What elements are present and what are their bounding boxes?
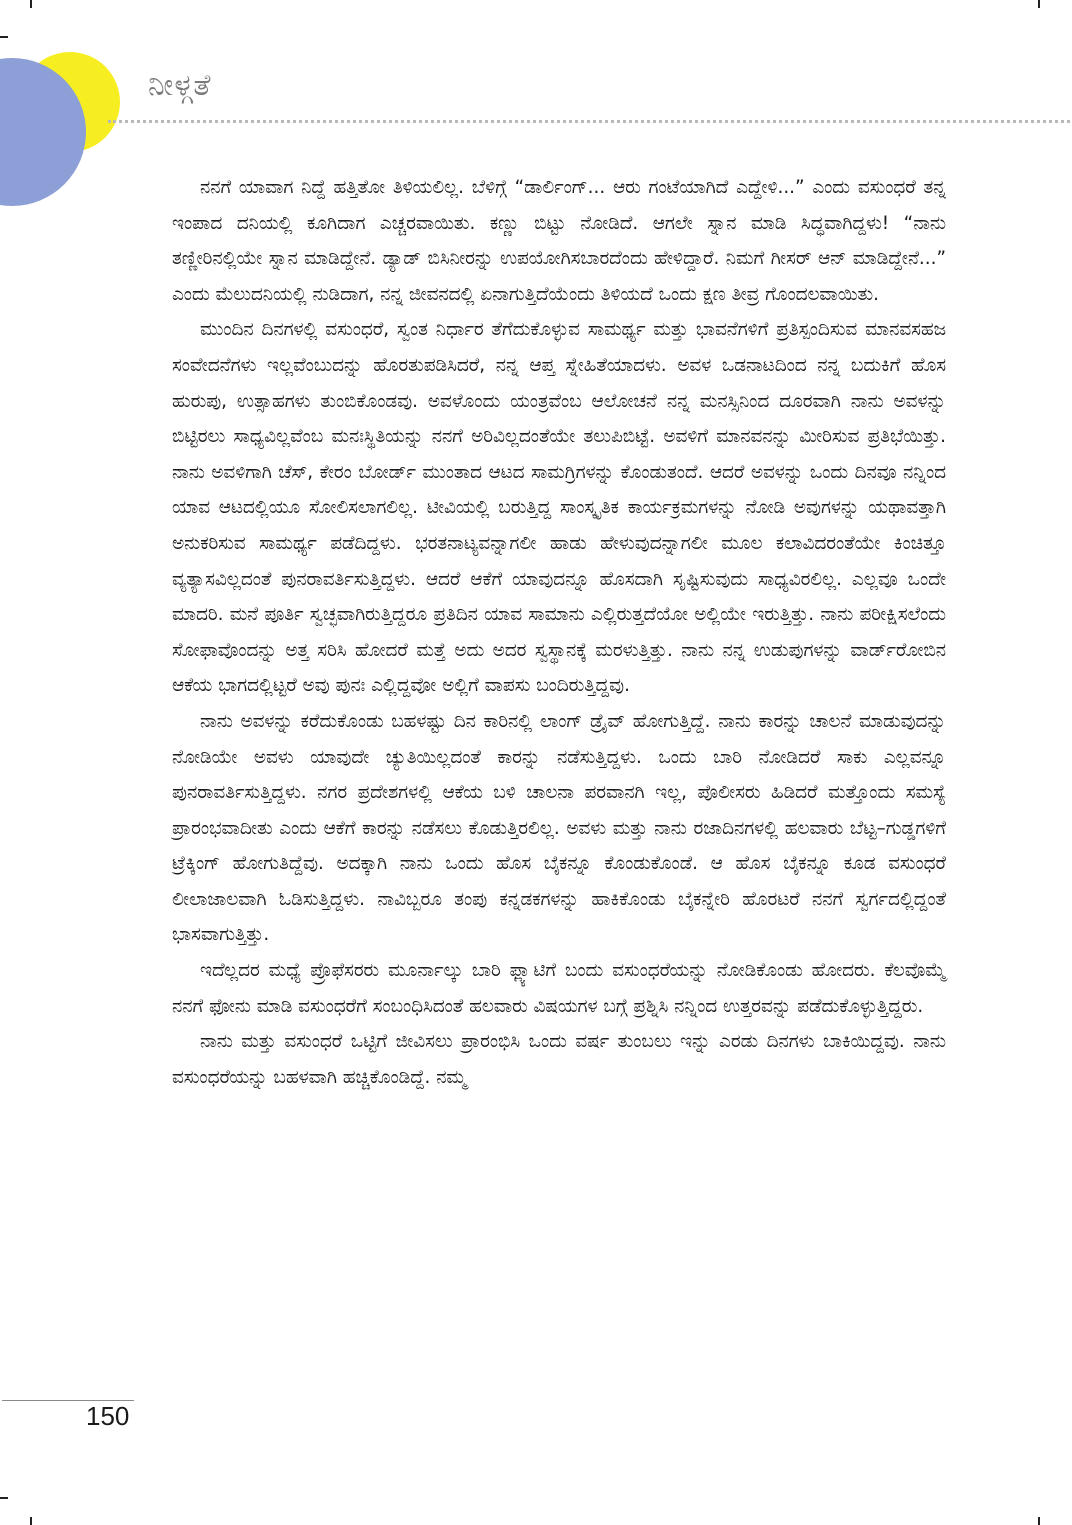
section-title: ನೀಳ್ಗತೆ xyxy=(148,68,212,103)
header-dotted-rule xyxy=(108,120,1070,123)
crop-mark-left-lower xyxy=(0,1497,8,1499)
paragraph: ನಾನು ಅವಳನ್ನು ಕರೆದುಕೊಂಡು ಬಹಳಷ್ಟು ದಿನ ಕಾರಿನಲ್ಲಿ ಲಾಂಗ್ ಡ್ರೈವ್ ಹೋಗುತ್ತಿದ್ದೆ. ನಾನು ಕಾರನ್ನು ಚಾಲನೆ ಮಾಡುವುದನ್ನು ನೋಡಿಯೇ ಅವಳು ಯಾವುದೇ ಚ್ಯುತಿಯಿಲ್ಲದಂತೆ ಕಾರನ್ನು ನಡೆಸುತ್ತಿದ್ದಳು. ಒಂದು ಬಾರಿ ನೋಡಿದರೆ ಸಾಕು ಎಲ್ಲವನ್ನೂ ಪುನರಾವರ್ತಿಸುತ್ತಿದ್ದಳು. ನಗರ ಪ್ರದೇಶಗಳಲ್ಲಿ ಆಕೆಯ ಬಳಿ ಚಾಲನಾ ಪರವಾನಗಿ ಇಲ್ಲ, ಪೊಲೀಸರು ಹಿಡಿದರೆ ಮತ್ತೊಂದು ಸಮಸ್ಯೆ ಪ್ರಾರಂಭವಾದೀತು ಎಂದು ಆಕೆಗೆ ಕಾರನ್ನು ನಡೆಸಲು ಕೊಡುತ್ತಿರಲಿಲ್ಲ. ಅವಳು ಮತ್ತು ನಾನು ರಜಾದಿನಗಳಲ್ಲಿ ಹಲವಾರು ಬೆಟ್ಟ–ಗುಡ್ಡಗಳಿಗೆ ಟ್ರೆಕ್ಕಿಂಗ್ ಹೋಗುತಿದ್ದೆವು. ಅದಕ್ಕಾಗಿ ನಾನು ಒಂದು ಹೊಸ ಬೈಕನ್ನೂ ಕೊಂಡುಕೊಂಡೆ. ಆ ಹೊಸ ಬೈಕನ್ನೂ ಕೂಡ ವಸುಂಧರೆ ಲೀಲಾಜಾಲವಾಗಿ ಓಡಿಸುತ್ತಿದ್ದಳು. ನಾವಿಬ್ಬರೂ ತಂಪು ಕನ್ನಡಕಗಳನ್ನು ಹಾಕಿಕೊಂಡು ಬೈಕನ್ನೇರಿ ಹೊರಟರೆ ನನಗೆ ಸ್ವರ್ಗದಲ್ಲಿದ್ದಂತೆ ಭಾಸವಾಗುತ್ತಿತ್ತು. xyxy=(172,710,946,946)
crop-mark-bottom-right xyxy=(1038,1517,1040,1525)
crop-mark-bottom-left xyxy=(30,1517,32,1525)
paragraph: ನಾನು ಮತ್ತು ವಸುಂಧರೆ ಒಟ್ಟಿಗೆ ಜೀವಿಸಲು ಪ್ರಾರಂಭಿಸಿ ಒಂದು ವರ್ಷ ತುಂಬಲು ಇನ್ನು ಎರಡು ದಿನಗಳು ಬಾಕಿಯಿದ್ದವು. ನಾನು ವಸುಂಧರೆಯನ್ನು ಬಹಳವಾಗಿ ಹಚ್ಚಿಕೊಂಡಿದ್ದೆ. ನಮ್ಮ xyxy=(172,1031,946,1088)
paragraph: ನನಗೆ ಯಾವಾಗ ನಿದ್ದೆ ಹತ್ತಿತೋ ತಿಳಿಯಲಿಲ್ಲ. ಬೆಳಿಗ್ಗೆ “ಡಾರ್ಲಿಂಗ್... ಆರು ಗಂಟೆಯಾಗಿದೆ ಎದ್ದೇಳಿ...” ಎಂದು ವಸುಂಧರೆ ತನ್ನ ಇಂಪಾದ ದನಿಯಲ್ಲಿ ಕೂಗಿದಾಗ ಎಚ್ಚರವಾಯಿತು. ಕಣ್ಣು ಬಿಟ್ಟು ನೋಡಿದೆ. ಆಗಲೇ ಸ್ನಾನ ಮಾಡಿ ಸಿದ್ಧವಾಗಿದ್ದಳು! “ನಾನು ತಣ್ಣೀರಿನಲ್ಲಿಯೇ ಸ್ನಾನ ಮಾಡಿದ್ದೇನೆ. ಡ್ಯಾಡ್ ಬಿಸಿನೀರನ್ನು ಉಪಯೋಗಿಸಬಾರದೆಂದು ಹೇಳಿದ್ದಾರೆ. ನಿಮಗೆ ಗೀಸರ್ ಆನ್ ಮಾಡಿದ್ದೇನೆ...” ಎಂದು ಮೆಲುದನಿಯಲ್ಲಿ ನುಡಿದಾಗ, ನನ್ನ ಜೀವನದಲ್ಲಿ ಏನಾಗುತ್ತಿದೆಯೆಂದು ತಿಳಿಯದೆ ಒಂದು ಕ್ಷಣ ತೀವ್ರ ಗೊಂದಲವಾಯಿತು. xyxy=(172,177,946,305)
paragraph: ಇದೆಲ್ಲದರ ಮಧ್ಯೆ ಪ್ರೊಫೆಸರರು ಮೂರ್ನಾಲ್ಕು ಬಾರಿ ಫ್ಲ್ಯಾಟಿಗೆ ಬಂದು ವಸುಂಧರೆಯನ್ನು ನೋಡಿಕೊಂಡು ಹೋದರು. ಕೆಲವೊಮ್ಮೆ ನನಗೆ ಫೋನು ಮಾಡಿ ವಸುಂಧರೆಗೆ ಸಂಬಂಧಿಸಿದಂತೆ ಹಲವಾರು ವಿಷಯಗಳ ಬಗ್ಗೆ ಪ್ರಶ್ನಿಸಿ ನನ್ನಿಂದ ಉತ್ತರವನ್ನು ಪಡೆದುಕೊಳ್ಳುತ್ತಿದ್ದರು. xyxy=(172,960,946,1017)
story-body xyxy=(172,170,946,1095)
crop-mark-top-right xyxy=(1038,0,1040,8)
header-decoration xyxy=(0,0,200,215)
page-number: 150 xyxy=(86,1401,130,1431)
paragraph: ಮುಂದಿನ ದಿನಗಳಲ್ಲಿ ವಸುಂಧರೆ, ಸ್ವಂತ ನಿರ್ಧಾರ ತೆಗೆದುಕೊಳ್ಳುವ ಸಾಮರ್ಥ್ಯ ಮತ್ತು ಭಾವನೆಗಳಿಗೆ ಪ್ರತಿಸ್ಪಂದಿಸುವ ಮಾನವಸಹಜ ಸಂವೇದನೆಗಳು ಇಲ್ಲವೆಂಬುದನ್ನು ಹೊರತುಪಡಿಸಿದರೆ, ನನ್ನ ಆಪ್ತ ಸ್ನೇಹಿತೆಯಾದಳು. ಅವಳ ಒಡನಾಟದಿಂದ ನನ್ನ ಬದುಕಿಗೆ ಹೊಸ ಹುರುಪು, ಉತ್ಸಾಹಗಳು ತುಂಬಿಕೊಂಡವು. ಅವಳೊಂದು ಯಂತ್ರವೆಂಬ ಆಲೋಚನೆ ನನ್ನ ಮನಸ್ಸಿನಿಂದ ದೂರವಾಗಿ ನಾನು ಅವಳನ್ನು ಬಿಟ್ಟಿರಲು ಸಾಧ್ಯವಿಲ್ಲವೆಂಬ ಮನಃಸ್ಥಿತಿಯನ್ನು ನನಗೆ ಅರಿವಿಲ್ಲದಂತೆಯೇ ತಲುಪಿಬಿಟ್ಟೆ. ಅವಳಿಗೆ ಮಾನವನನ್ನು ಮೀರಿಸುವ ಪ್ರತಿಭೆಯಿತ್ತು. ನಾನು ಅವಳಿಗಾಗಿ ಚೆಸ್, ಕೇರಂ ಬೋರ್ಡ್ ಮುಂತಾದ ಆಟದ ಸಾಮಗ್ರಿಗಳನ್ನು ಕೊಂಡುತಂದೆ. ಆದರೆ ಅವಳನ್ನು ಒಂದು ದಿನವೂ ನನ್ನಿಂದ ಯಾವ ಆಟದಲ್ಲಿಯೂ ಸೋಲಿಸಲಾಗಲಿಲ್ಲ. ಟೀವಿಯಲ್ಲಿ ಬರುತ್ತಿದ್ದ ಸಾಂಸ್ಕೃತಿಕ ಕಾರ್ಯಕ್ರಮಗಳನ್ನು ನೋಡಿ ಅವುಗಳನ್ನು ಯಥಾವತ್ತಾಗಿ ಅನುಕರಿಸುವ ಸಾಮರ್ಥ್ಯ ಪಡೆದಿದ್ದಳು. ಭರತನಾಟ್ಯವನ್ನಾಗಲೀ ಹಾಡು ಹೇಳುವುದನ್ನಾಗಲೀ ಮೂಲ ಕಲಾವಿದರಂತೆಯೇ ಕಿಂಚಿತ್ತೂ ವ್ಯತ್ಯಾಸವಿಲ್ಲದಂತೆ ಪುನರಾವರ್ತಿಸುತ್ತಿದ್ದಳು. ಆದರೆ ಆಕೆಗೆ ಯಾವುದನ್ನೂ ಹೊಸದಾಗಿ ಸೃಷ್ಟಿಸುವುದು ಸಾಧ್ಯವಿರಲಿಲ್ಲ. ಎಲ್ಲವೂ ಒಂದೇ ಮಾದರಿ. ಮನೆ ಪೂರ್ತಿ ಸ್ವಚ್ಛವಾಗಿರುತ್ತಿದ್ದರೂ ಪ್ರತಿದಿನ ಯಾವ ಸಾಮಾನು ಎಲ್ಲಿರುತ್ತದೆಯೋ ಅಲ್ಲಿಯೇ ಇರುತ್ತಿತ್ತು. ನಾನು ಪರೀಕ್ಷಿಸಲೆಂದು ಸೋಫಾವೊಂದನ್ನು ಅತ್ತ ಸರಿಸಿ ಹೋದರೆ ಮತ್ತೆ ಅದು ಅದರ ಸ್ವಸ್ಥಾನಕ್ಕೆ ಮರಳುತ್ತಿತ್ತು. ನಾನು ನನ್ನ ಉಡುಪುಗಳನ್ನು ವಾರ್ಡ್‌ರೋಬಿನ ಆಕೆಯ ಭಾಗದಲ್ಲಿಟ್ಟರೆ ಅವು ಪುನಃ ಎಲ್ಲಿದ್ದವೋ ಅಲ್ಲಿಗೆ ವಾಪಸು ಬಂದಿರುತ್ತಿದ್ದವು. xyxy=(172,319,946,697)
